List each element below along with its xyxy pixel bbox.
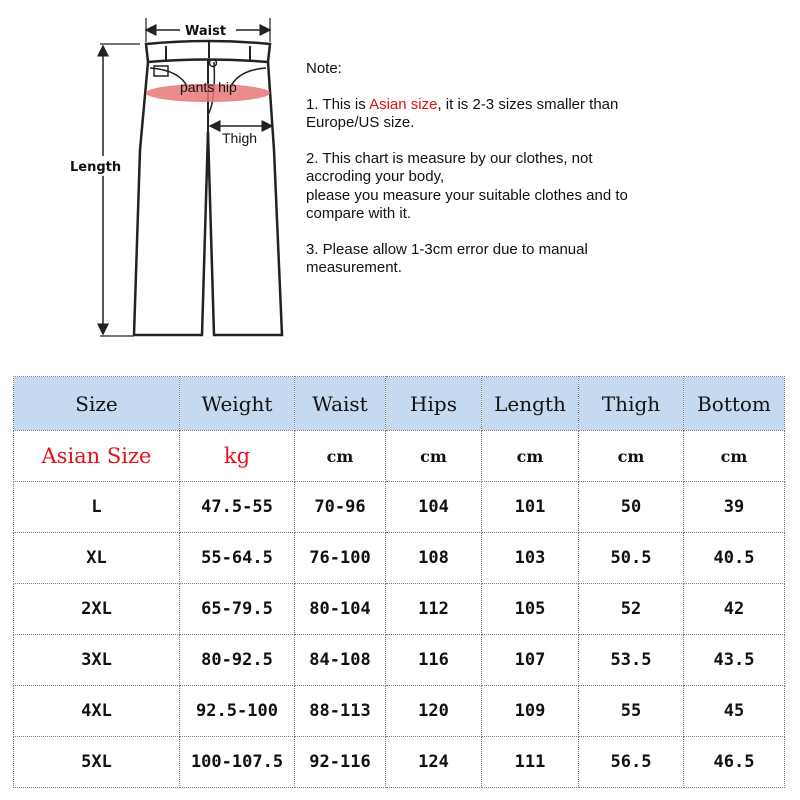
units-row-cell: cm — [684, 431, 785, 482]
table-row-cell: 80-92.5 — [180, 635, 295, 686]
table-row-cell: 103 — [482, 533, 579, 584]
table-row-cell: 100-107.5 — [180, 737, 295, 788]
table-row-cell: 108 — [386, 533, 482, 584]
note-1-highlight: Asian size — [369, 95, 438, 113]
table-row-cell: 65-79.5 — [180, 584, 295, 635]
table-row-cell: XL — [14, 533, 180, 584]
table-row — [14, 737, 785, 788]
units-row-cell: cm — [579, 431, 684, 482]
table-row-cell: 2XL — [14, 584, 180, 635]
hip-label: pants hip — [180, 79, 237, 95]
table-row-cell: 70-96 — [295, 482, 386, 533]
length-label: Length — [70, 160, 122, 175]
size-notes — [306, 60, 726, 295]
table-row-cell: 3XL — [14, 635, 180, 686]
table-row-cell: 104 — [386, 482, 482, 533]
note-1-text-a: 1. This is — [306, 95, 370, 113]
table-row-cell: 55-64.5 — [180, 533, 295, 584]
units-row-cell: cm — [295, 431, 386, 482]
table-row — [14, 482, 785, 533]
note-3-line-2: measurement. — [306, 259, 402, 276]
table-row-cell: 43.5 — [684, 635, 785, 686]
units-row-cell: cm — [386, 431, 482, 482]
table-row-cell: 111 — [482, 737, 579, 788]
table-row — [14, 635, 785, 686]
table-row-cell: 47.5-55 — [180, 482, 295, 533]
units-row-cell: kg — [180, 431, 295, 482]
table-row-cell: 112 — [386, 584, 482, 635]
note-2-line-3: please you measure your suitable clothes and to — [306, 186, 628, 204]
table-row — [14, 584, 785, 635]
note-2-line-2: accroding your body, — [306, 168, 445, 185]
table-row-cell: 92-116 — [295, 737, 386, 788]
note-2-line-1: 2. This chart is measure by our clothes, not — [306, 149, 593, 167]
table-row-cell: 105 — [482, 584, 579, 635]
table-row-cell: 39 — [684, 482, 785, 533]
notes-title: Note: — [306, 60, 342, 77]
header-row-cell: Thigh — [579, 377, 684, 431]
header-row-cell: Bottom — [684, 377, 785, 431]
table-row-cell: 56.5 — [579, 737, 684, 788]
thigh-label: Thigh — [222, 130, 258, 146]
table-row-cell: 92.5-100 — [180, 686, 295, 737]
table-row-cell: 55 — [579, 686, 684, 737]
size-chart-table — [13, 376, 785, 788]
table-row-cell: 40.5 — [684, 533, 785, 584]
note-3-line-1: 3. Please allow 1-3cm error due to manual — [306, 240, 588, 258]
table-row-cell: 53.5 — [579, 635, 684, 686]
table-row-cell: 50 — [579, 482, 684, 533]
table-row-cell: 76-100 — [295, 533, 386, 584]
header-row-cell: Weight — [180, 377, 295, 431]
table-row-cell: 45 — [684, 686, 785, 737]
table-row-cell: 88-113 — [295, 686, 386, 737]
table-row-cell: 84-108 — [295, 635, 386, 686]
table-row-cell: 52 — [579, 584, 684, 635]
table-row-cell: 4XL — [14, 686, 180, 737]
pants-measurement-diagram — [0, 0, 300, 345]
table-row — [14, 686, 785, 737]
header-row — [14, 377, 785, 431]
note-2-line-4: compare with it. — [306, 205, 412, 222]
note-3 — [306, 241, 726, 278]
note-2 — [306, 150, 726, 224]
note-1-line-2: Europe/US size. — [306, 114, 415, 131]
table-row-cell: 120 — [386, 686, 482, 737]
table-row-cell: 101 — [482, 482, 579, 533]
units-row-cell: Asian Size — [14, 431, 180, 482]
note-1-text-b: , it is 2-3 sizes smaller than — [437, 95, 619, 113]
table-row-cell: 109 — [482, 686, 579, 737]
header-row-cell: Hips — [386, 377, 482, 431]
table-row-cell: 42 — [684, 584, 785, 635]
units-row — [14, 431, 785, 482]
waist-label: Waist — [185, 24, 227, 39]
header-row-cell: Size — [14, 377, 180, 431]
table-row-cell: 116 — [386, 635, 482, 686]
table-row-cell: 50.5 — [579, 533, 684, 584]
table-row-cell: 124 — [386, 737, 482, 788]
header-row-cell: Waist — [295, 377, 386, 431]
note-1 — [306, 96, 726, 133]
units-row-cell: cm — [482, 431, 579, 482]
table-row-cell: 80-104 — [295, 584, 386, 635]
header-row-cell: Length — [482, 377, 579, 431]
table-row-cell: 46.5 — [684, 737, 785, 788]
table-row-cell: 5XL — [14, 737, 180, 788]
table-row — [14, 533, 785, 584]
table-row-cell: 107 — [482, 635, 579, 686]
table-row-cell: L — [14, 482, 180, 533]
